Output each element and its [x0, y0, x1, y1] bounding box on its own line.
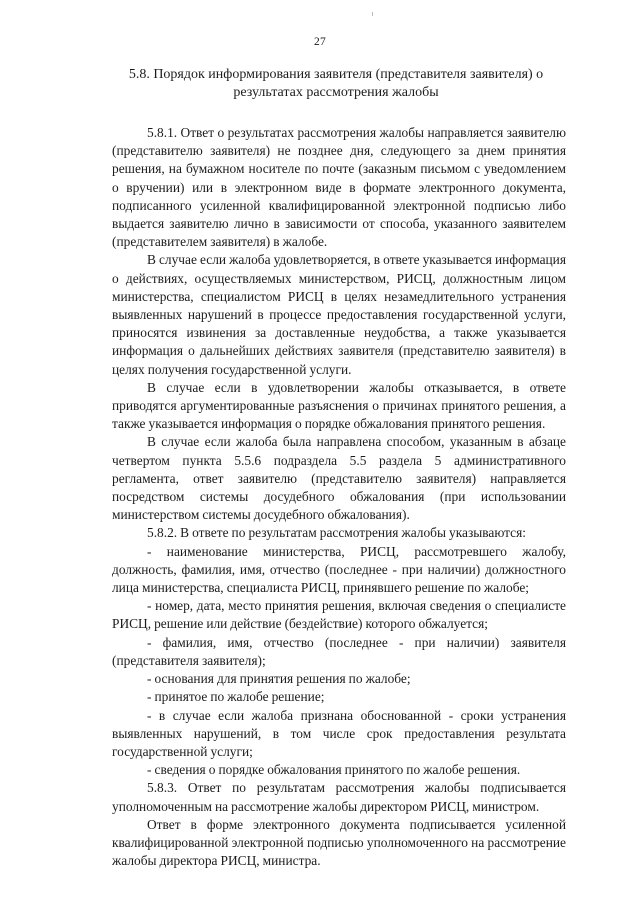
paragraph-5-8-1: 5.8.1. Ответ о результатах рассмотрения жалобы направляется заявителю (представителю заявителя) не позднее дня, следующего за днем принятия решения, на бумажном носителе по почте (заказным письмом с уведомлением о вручении) или в электронном виде в формате электронного документа, подписанного усиленной квалифицированной электронной подписью либо выдается заявителю лично в зависимости от способа, указанного заявителем (представителем заявителя) в жалобе.: [112, 125, 566, 250]
page-number: 27: [314, 36, 326, 48]
list-item: - основания для принятия решения по жалобе;: [147, 671, 411, 687]
paragraph-5-8-3: 5.8.3. Ответ по результатам рассмотрения жалобы подписывается уполномоченным на рассмотрение жалобы директором РИСЦ, министром.: [112, 780, 566, 814]
paragraph-refused: В случае если в удовлетворении жалобы отказывается, в ответе приводятся аргументированные разъяснения о причинах принятого решения, а также указывается информация о порядке обжалования принятого решения.: [112, 379, 566, 432]
section-title: 5.8. Порядок информирования заявителя (представителя заявителя) о результатах рассмотрения жалобы: [128, 67, 544, 100]
list-item: - сведения о порядке обжалования принятого по жалобе решения.: [147, 762, 521, 778]
paragraph-pre-trial-system: В случае если жалоба была направлена способом, указанным в абзаце четвертом пункта 5.5.6 подраздела 5.5 раздела 5 административного регламента, ответ заявителю (представителю заявителя) направляется посредством системы досудебного обжалования (при использовании министерством системы досудебного обжалования).: [112, 434, 566, 523]
paragraph-electronic-signature: Ответ в форме электронного документа подписывается усиленной квалифицированной электронной подписью уполномоченного на рассмотрение жалобы директора РИСЦ, министра.: [112, 816, 566, 869]
list-item: - фамилия, имя, отчество (последнее - при наличии) заявителя (представителя заявителя);: [112, 634, 566, 668]
paragraph-5-8-2: 5.8.2. В ответе по результатам рассмотрения жалобы указываются:: [147, 525, 526, 541]
list-item: - в случае если жалоба признана обоснованной - сроки устранения выявленных нарушений, в том числе срок предоставления результата государственной услуги;: [112, 707, 566, 759]
list-item: - номер, дата, место принятия решения, включая сведения о специалисте РИСЦ, решение или действие (бездействие) которого обжалуется;: [112, 598, 566, 632]
paragraph-satisfied: В случае если жалоба удовлетворяется, в ответе указывается информация о действиях, осуществляемых министерством, РИСЦ, должностным лицом министерства, специалистом РИСЦ в целях незамедлительного устранения выявленных нарушений в процессе предоставления государственной услуги, приносятся извинения за доставленные неудобства, а также указывается информация о дальнейших действиях заявителя (представителю заявителя) в целях получения государственной услуги.: [112, 252, 567, 377]
scan-mark: [372, 12, 373, 16]
list-item: - принятое по жалобе решение;: [147, 689, 325, 705]
list-item: - наименование министерства, РИСЦ, рассмотревшего жалобу, должность, фамилия, имя, отчество (последнее - при наличии) должностного лица министерства, специалиста РИСЦ, принявшего решение по жалобе;: [112, 543, 566, 596]
document-body: [112, 124, 566, 870]
